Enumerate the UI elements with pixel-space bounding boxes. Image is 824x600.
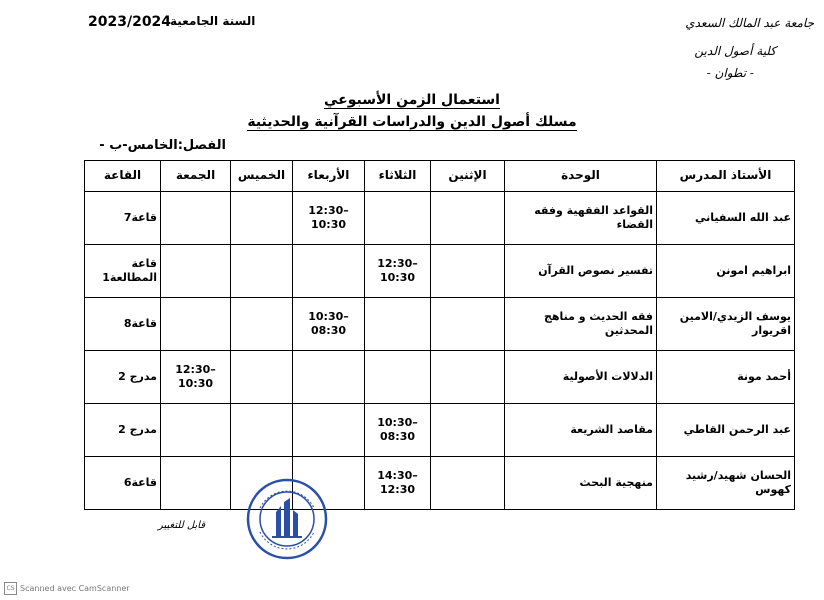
column-header-tuesday: الثلاثاء: [365, 161, 431, 192]
room-cell: قاعة6: [85, 457, 161, 510]
professor-cell: الحسان شهيد/رشيد كهوس: [657, 457, 795, 510]
schedule-table: [84, 160, 795, 510]
document-title: استعمال الزمن الأسبوعي: [324, 92, 500, 108]
thursday-cell: [231, 245, 293, 298]
academic-year: 2023/2024: [88, 14, 172, 30]
tuesday-cell: [365, 351, 431, 404]
thursday-cell: [231, 351, 293, 404]
thursday-cell: [231, 298, 293, 351]
tuesday-cell: [365, 192, 431, 245]
professor-cell: أحمد مونة: [657, 351, 795, 404]
friday-cell: [161, 192, 231, 245]
room-cell: قاعة8: [85, 298, 161, 351]
wednesday-cell: 10:30–08:30: [293, 298, 365, 351]
city-name: - تطوان -: [706, 66, 754, 80]
thursday-cell: [231, 404, 293, 457]
monday-cell: [431, 457, 505, 510]
university-name: جامعة عبد المالك السعدي: [685, 16, 814, 30]
professor-cell: ابراهيم امونن: [657, 245, 795, 298]
friday-cell: [161, 457, 231, 510]
monday-cell: [431, 404, 505, 457]
monday-cell: [431, 192, 505, 245]
table-row: [85, 457, 795, 510]
wednesday-cell: [293, 351, 365, 404]
column-header-friday: الجمعة: [161, 161, 231, 192]
table-row: [85, 351, 795, 404]
thursday-cell: [231, 192, 293, 245]
wednesday-cell: 12:30–10:30: [293, 192, 365, 245]
friday-cell: 12:30–10:30: [161, 351, 231, 404]
table-header-row: [85, 161, 795, 192]
column-header-monday: الإثنين: [431, 161, 505, 192]
room-cell: قاعة المطالعة1: [85, 245, 161, 298]
column-header-wednesday: الأربعاء: [293, 161, 365, 192]
friday-cell: [161, 404, 231, 457]
faculty-name: كلية أصول الدين: [694, 44, 776, 58]
document-subtitle: مسلك أصول الدين والدراسات القرآنية والحديثية: [247, 114, 577, 130]
tuesday-cell: 12:30–10:30: [365, 245, 431, 298]
table-row: [85, 192, 795, 245]
table-row: [85, 298, 795, 351]
wednesday-cell: [293, 404, 365, 457]
monday-cell: [431, 351, 505, 404]
table-row: [85, 245, 795, 298]
friday-cell: [161, 298, 231, 351]
tuesday-cell: [365, 298, 431, 351]
table-row: [85, 404, 795, 457]
column-header-professor: الأستاذ المدرس: [657, 161, 795, 192]
monday-cell: [431, 245, 505, 298]
unit-cell: مقاصد الشريعة: [505, 404, 657, 457]
room-cell: مدرج 2: [85, 351, 161, 404]
unit-cell: تفسير نصوص القرآن: [505, 245, 657, 298]
unit-cell: منهجية البحث: [505, 457, 657, 510]
unit-cell: الدلالات الأصولية: [505, 351, 657, 404]
column-header-unit: الوحدة: [505, 161, 657, 192]
scanner-text: Scanned avec CamScanner: [20, 584, 130, 593]
scanner-footer: [4, 582, 130, 595]
friday-cell: [161, 245, 231, 298]
monday-cell: [431, 298, 505, 351]
section-label: الفصل:الخامس-ب -: [99, 138, 226, 153]
wednesday-cell: [293, 245, 365, 298]
column-header-room: القاعة: [85, 161, 161, 192]
unit-cell: القواعد الفقهية وفقه القضاء: [505, 192, 657, 245]
unit-cell: فقه الحديث و مناهج المحدثين: [505, 298, 657, 351]
subject-to-change-note: قابل للتغيير: [158, 520, 206, 531]
room-cell: مدرج 2: [85, 404, 161, 457]
tuesday-cell: 10:30–08:30: [365, 404, 431, 457]
faculty-stamp-icon: [246, 478, 328, 560]
camscanner-icon: CS: [4, 582, 17, 595]
tuesday-cell: 14:30–12:30: [365, 457, 431, 510]
column-header-thursday: الخميس: [231, 161, 293, 192]
room-cell: قاعة7: [85, 192, 161, 245]
professor-cell: عبد الرحمن القاطي: [657, 404, 795, 457]
academic-year-label: السنة الجامعية: [170, 14, 256, 28]
professor-cell: عبد الله السفياني: [657, 192, 795, 245]
professor-cell: يوسف الزيدي/الامين اقريوار: [657, 298, 795, 351]
